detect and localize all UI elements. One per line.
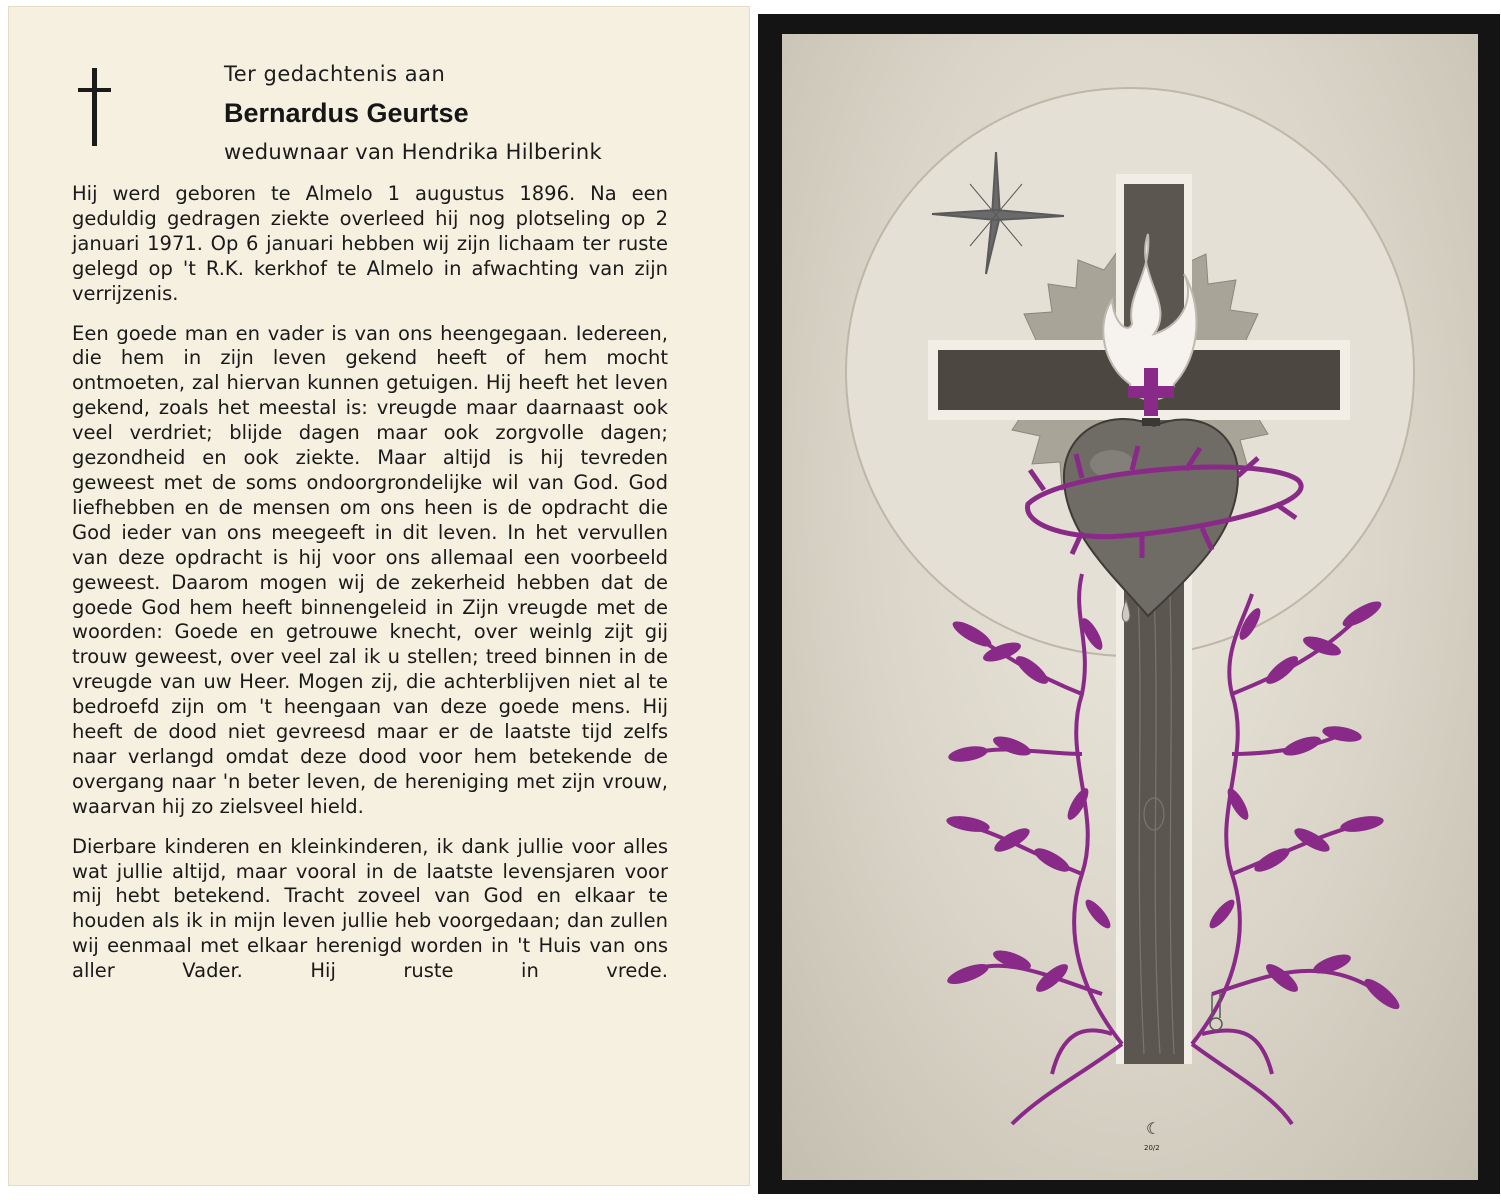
leaves-left bbox=[945, 615, 1114, 996]
intro-line: Ter gedachtenis aan bbox=[224, 62, 446, 86]
paragraph-farewell: Dierbare kinderen en kleinkinderen, ik dank jullie voor alles wat jullie altijd, maar vooral in de laatste levensjaren voor mij hebt betekend. Tracht zoveel van God en elkaar te houden als ik in mijn leven jullie heb voorgedaan; dan zullen wij eenmaal met elkaar herenigd worden in 't Huis van ons aller Vader. Hij ruste in vrede. bbox=[72, 834, 668, 983]
deceased-name: Bernardus Geurtse bbox=[224, 98, 469, 128]
cross-icon bbox=[72, 68, 132, 158]
print-mark: 20/2 bbox=[1144, 1144, 1160, 1152]
widower-line: weduwnaar van Hendrika Hilberink bbox=[224, 140, 602, 164]
memorial-card-text bbox=[8, 6, 750, 1186]
paragraph-birth-death: Hij werd geboren te Almelo 1 augustus 1896. Na een geduldig gedragen ziekte overleed hij nog plotseling op 2 januari 1971. Op 6 januari hebben wij zijn lichaam ter ruste gelegd op 't R.K. kerkhof te Almelo in afwachting van zijn verrijzenis. bbox=[72, 182, 668, 305]
publisher-logo-icon: ☾ bbox=[1146, 1119, 1161, 1138]
paragraph-tribute: Een goede man en vader is van ons heengegaan. Iedereen, die hem in zijn leven gekend heeft of hem mocht ontmoeten, zal hiervan kunnen getuigen. Hij heeft het leven gekend, zoals het meestal is: vreugde maar daarnaast ook veel verdriet; blijde dagen maar ook zorgvolle dagen; gezondheid en ook ziekte. Maar altijd is hij tevreden geweest met de soms ondoorgrondelijke wil van God. God liefhebben en de mensen om ons heen is de opdracht die God ieder van ons meegeeft in dit leven. In het vervullen van deze opdracht is hij voor ons allemaal een voorbeeld geweest. Daarom mogen wij de zekerheid hebben dat de goede God hem heeft binnengeleid in Zijn vreugde met de woorden: Goede en getrouwe knecht, over weinlg zijt gij trouw geweest, over veel zal ik u stellen; treed binnen in de vreugde van uw Heer. Mogen zij, die achterblijven niet al te bedroefd zijn om 't heengaan van deze goede mens. Hij heeft de dood niet gevreesd maar er de laatste tijd zelfs naar verlangd omdat deze dood voor hem betekende de overgang naar 'n beter leven, de hereniging met zijn vrouw, waarvan hij zo zielsveel hield. bbox=[72, 321, 668, 818]
sacred-heart-illustration bbox=[782, 34, 1478, 1180]
card-body bbox=[72, 182, 668, 984]
memorial-card-image bbox=[758, 14, 1500, 1194]
illustration-svg bbox=[782, 34, 1478, 1180]
